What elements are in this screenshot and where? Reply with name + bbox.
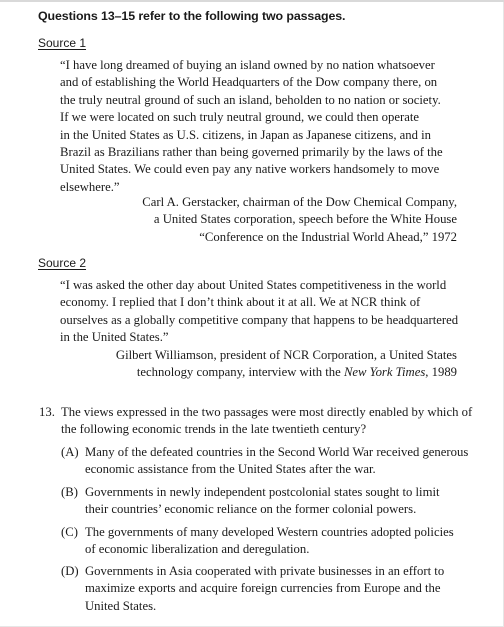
question-stem [61,404,481,439]
choice-line: Many of the defeated countries in the Second World War received generous [85,445,469,459]
publication-title: New York Times [343,365,426,380]
citation-line: a United States corporation, speech before the White House [153,212,457,227]
quote-line: in the United States.” [60,330,169,345]
source-1-quote [60,57,462,196]
citation-text: technology company, interview with the [136,365,344,380]
quote-line: If we were located on such truly neutral ground, we could then operate [60,110,419,125]
choice-text [85,484,481,519]
citation-line: Carl A. Gerstacker, chairman of the Dow Chemical Company, [142,195,457,209]
source-2-citation [116,347,457,382]
quote-line: “I was asked the other day about United States competitiveness in the world [60,278,447,292]
answer-choice-d[interactable] [61,563,481,615]
section-heading: Questions 13–15 refer to the following two passages. [38,9,346,23]
answer-choice-c[interactable] [61,524,481,559]
choice-line: of economic liberalization and deregulation. [85,542,310,557]
source-2-quote [60,277,462,347]
source-1-label: Source 1 [38,36,87,50]
citation-line: “Conference on the Industrial World Ahead,” 1972 [199,229,457,244]
top-divider [0,0,504,2]
source-2-label: Source 2 [38,256,87,270]
source-1-citation [142,194,457,246]
quote-line: “I have long dreamed of buying an island owned by no nation whatsoever [60,58,435,72]
choice-text [85,444,481,479]
quote-line: economy. I replied that I don’t think about it at all. We at NCR think of [60,295,421,310]
quote-line: the truly neutral ground of such an island, beholden to no nation or society. [60,92,441,107]
choice-line: maximize exports and acquire foreign currencies from Europe and the [85,581,441,596]
citation-line: Gilbert Williamson, president of NCR Corporation, a United States [115,348,457,362]
choice-letter: (C) [61,525,78,539]
answer-choice-b[interactable] [61,484,481,519]
choice-letter: (D) [61,564,79,578]
choice-line: Governments in Asia cooperated with private businesses in an effort to [85,564,445,578]
quote-line: United States. We could even pay any native workers handsomely to move [60,162,440,177]
stem-line: The views expressed in the two passages were most directly enabled by which of [61,405,473,419]
quote-line: elsewhere.” [60,179,120,194]
citation-text: , 1989 [425,365,457,380]
choice-text [85,524,481,559]
choice-letter: (A) [61,445,79,459]
quote-line: and of establishing the World Headquarters of the Dow company there, on [60,75,438,90]
quote-line: Brazil as Brazilians rather than being governed primarily by the laws of the [60,145,443,160]
choice-letter: (B) [61,485,78,499]
choice-line: The governments of many developed Western countries adopted policies [85,525,454,539]
quote-line: in the United States as U.S. citizens, in Japan as Japanese citizens, and in [60,127,432,142]
choice-line: Governments in newly independent postcolonial states sought to limit [85,485,440,499]
question-number: 13. [39,405,55,419]
answer-choice-a[interactable] [61,444,481,479]
stem-line: the following economic trends in the late twentieth century? [61,422,367,437]
choice-line: their countries’ economic reliance on the former colonial powers. [85,502,417,517]
choice-line: United States. [85,598,157,613]
choice-line: economic assistance from the United States after the war. [85,462,376,477]
quote-line: ourselves as a globally competitive company that happens to be headquartered [60,312,459,327]
citation-line [116,364,457,381]
choice-text [85,563,481,615]
